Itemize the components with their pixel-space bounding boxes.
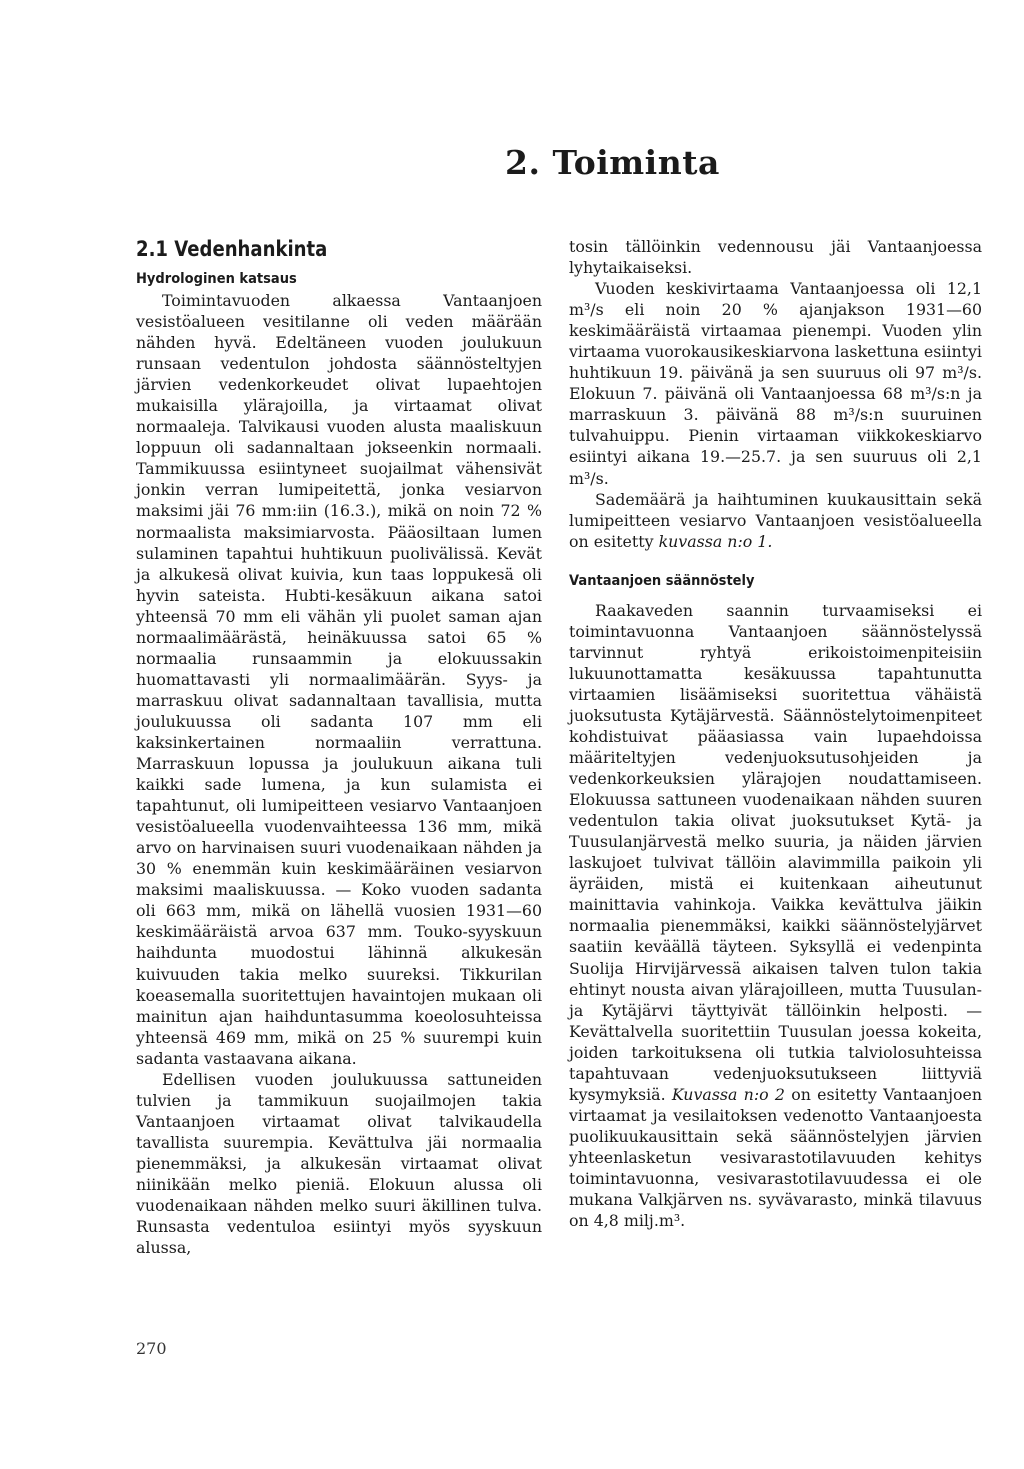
paragraph-figure-reference (569, 489, 982, 552)
paragraph: Edellisen vuoden joulukuussa sattuneiden tulvien ja tammikuun suojailmojen takia Vantaanjoen virtaamat olivat talvikaudella tavallista suurempia. Kevättulva jäi normaalia pienemmäksi, ja alkukesän virtaamat olivat niinikään melko pieniä. Elokuun alussa oli vuodenaikaan nähden melko suuri äkillinen tulva. Runsasta vedentuloa esiintyi myös syyskuun alussa, (136, 1069, 542, 1258)
figure-reference-1: kuvassa n:o 1. (658, 531, 773, 551)
paragraph-text: Sademäärä ja haihtuminen kuukausittain sekä lumipeitteen vesiarvo Vantaanjoen vesistöalueella on esitetty (569, 489, 982, 551)
paragraph-text: Raakaveden saannin turvaamiseksi ei toimintavuonna Vantaanjoen säännöstelyssä tarvinnut ryhtyä erikoistoimenpiteisiin lukuunottamatta kesäkuussa tapahtunutta virtaamien lisäämiseksi suoritettua vähäistä juoksutusta Kytäjärvestä. Säännöstelytoimenpiteet kohdistuivat pääasiassa vain lupaehdoissa määriteltyjen vedenjuoksutusohjeiden ja vedenkorkeuksien ylärajojen noudattamiseen. Elokuussa sattuneen vuodenaikaan nähden suuren vedentulon takia olivat juoksutukset Kytä- ja Tuusulanjärvestä melko suuria, ja näiden järvien laskujoet tulvivat tällöin alavimmilla paikoin yli äyräiden, mistä ei kuitenkaan aiheutunut mainittavia vahinkoja. Vaikka kevättulva jäikin normaalia pienemmäksi, kaikki säännöstelyjärvet saatiin keväällä täyteen. Syksyllä ei vedenpinta Suolija Hirvijärvessä aikaisen talven tulon takia ehtinyt nousta aivan ylärajoilleen, mutta Tuusulan- ja Kytäjärvi täyttyivät tällöinkin helposti. — Kevättalvella suoritettiin Tuusulan joessa kokeita, joiden tarkoituksena oli tutkia talviolosuhteissa tapahtuvaan vedenjuoksutukseen liittyviä kysymyksiä. (569, 600, 982, 1104)
paragraph-regulation (569, 600, 982, 1231)
figure-reference-2: Kuvassa n:o 2 (671, 1084, 785, 1104)
right-column (569, 236, 982, 1231)
section-heading: 2.1 Vedenhankinta (136, 237, 328, 261)
paragraph: Vuoden keskivirtaama Vantaanjoessa oli 12,1 m³/s eli noin 20 % ajanjakson 1931—60 keskimääräistä virtaamaa pienempi. Vuoden ylin virtaama vuorokausikeskiarvona laskettuna esiintyi huhtikuun 19. päivänä ja sen suuruus oli 97 m³/s. Elokuun 7. päivänä oli Vantaanjoessa 68 m³/s:n ja marraskuun 3. päivänä 88 m³/s:n suuruinen tulvahuippu. Pienin virtaaman viikkokeskiarvo esiintyi aikana 19.—25.7. ja sen suuruus oli 2,1 m³/s. (569, 279, 982, 488)
paragraph: Toimintavuoden alkaessa Vantaanjoen vesistöalueen vesitilanne oli veden määrään nähden hyvä. Edeltäneen vuoden joulukuun runsaan vedentulon johdosta säännösteltyjen järvien vedenkorkeudet olivat lupaehtojen mukaisilla ylärajoilla, ja virtaamat olivat normaaleja. Talvikausi vuoden alusta maaliskuun loppuun oli sadannaltaan jokseenkin normaali. Tammikuussa esiintyneet suojailmat vähensivät jonkin verran lumipeitettä, jonka vesiarvon maksimi jäi 76 mm:iin (16.3.), mikä on noin 72 % normaalista maksimiarvosta. Pääosiltaan lumen sulaminen tapahtui huhtikuun puolivälissä. Kevät ja alkukesä olivat kuivia, kun taas loppukesä oli hyvin sateista. Hubti-kesäkuun aikana satoi yhteensä 70 mm eli vähän yli puolet saman ajan normaalimäärästä, heinäkuussa satoi 65 % normaalia runsaammin ja elokuussakin huomattavasti yli normaalimäärän. Syys- ja marraskuu olivat sadannaltaan tavallisia, mutta joulukuussa oli sadanta 107 mm eli kaksinkertainen normaaliin verrattuna. Marraskuun lopussa ja joulukuun aikana tuli kaikki sade lumena, ja kun sulamista ei tapahtunut, oli lumipeitteen vesiarvo Vantaanjoen vesistöalueella vuodenvaihteessa 136 mm, mikä arvo on harvinaisen suuri vuodenaikaan nähden ja 30 % enemmän kuin keskimääräinen vesiarvon maksimi maaliskuussa. — Koko vuoden sadanta oli 663 mm, mikä on lähellä vuosien 1931—60 keskimääräistä arvoa 637 mm. Touko-syyskuun haihdunta muodostui lähinnä alkukesän kuivuuden takia melko suureksi. Tikkurilan koeasemalla suoritettujen havaintojen mukaan oli mainitun ajan haihduntasumma koeolosuhteissa yhteensä 469 mm, mikä on 25 % suurempi kuin sadanta vastaavana aikana. (136, 291, 542, 1068)
paragraph-text-end: on esitetty Vantaanjoen virtaamat ja vesilaitoksen vedenotto Vantaanjoesta puolikuukausittain sekä säännöstelyjen järvien yhteenlasketun vesivarastotilavuuden kehitys toimintavuonna, vesivarastotilavuudessa ei ole mukana Valkjärven ns. syvävarasto, minkä tilavuus on 4,8 milj.m³. (569, 1084, 983, 1231)
paragraph-continued: tosin tällöinkin vedennousu jäi Vantaanjoessa lyhytaikaiseksi. (569, 237, 982, 278)
subsection-heading-hydrology: Hydrologinen katsaus (136, 271, 297, 287)
subsection-heading-regulation: Vantaanjoen säännöstely (569, 572, 755, 589)
left-column (136, 236, 542, 1258)
chapter-title: 2. Toiminta (505, 143, 720, 182)
page-number: 270 (136, 1339, 167, 1358)
